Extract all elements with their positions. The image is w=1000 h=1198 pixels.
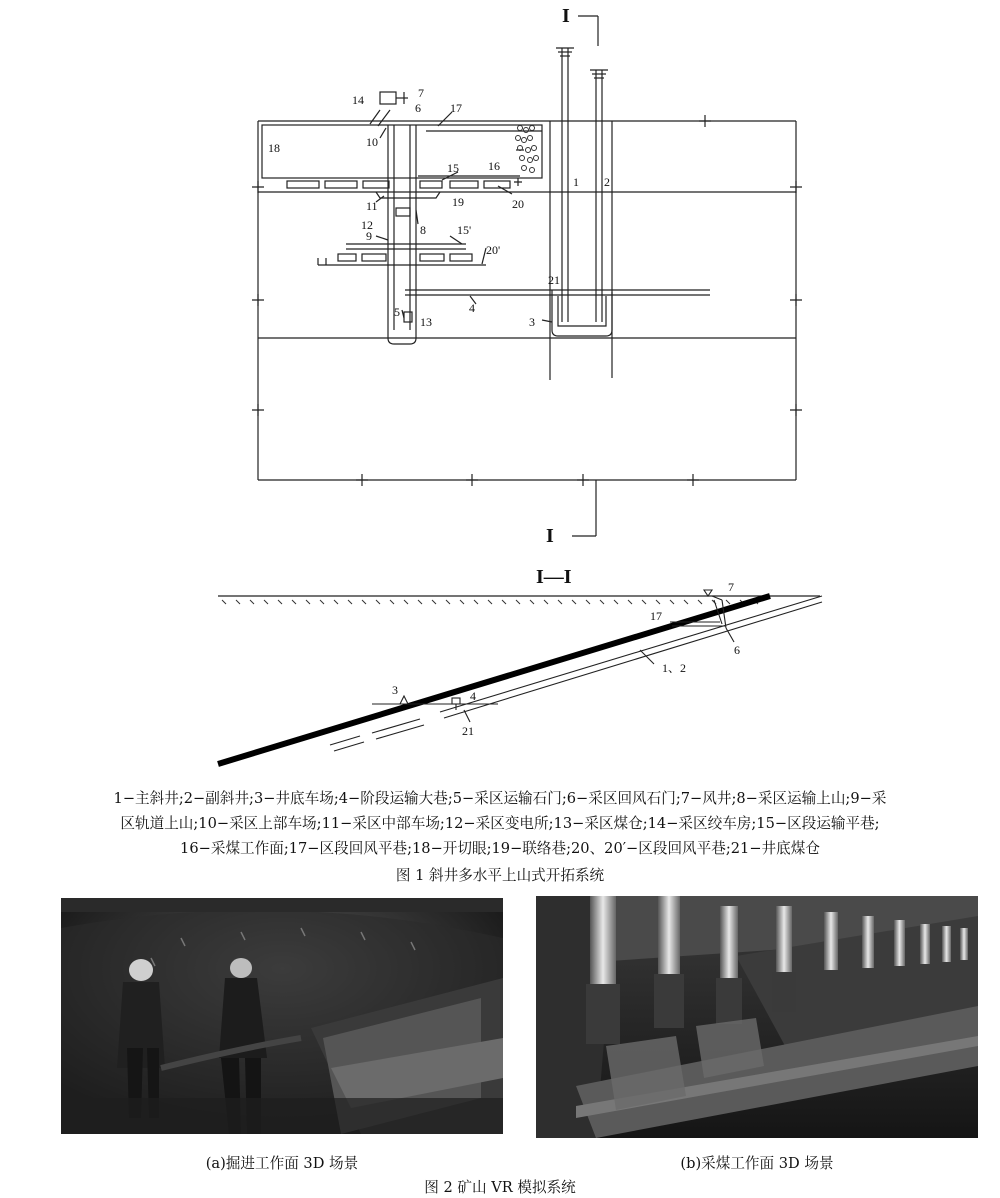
label-15: 15 xyxy=(447,161,459,175)
label-14: 14 xyxy=(352,93,364,107)
legend-line-1: 1−主斜井;2−副斜井;3−井底车场;4−阶段运输大巷;5−采区运输石门;6−采区回风石门;7−风井;8−采区运输上山;9−采 xyxy=(113,790,887,807)
label-19: 19 xyxy=(452,195,464,209)
label-7: 7 xyxy=(418,86,424,100)
section-label-12: 1、2 xyxy=(662,661,687,675)
section-mark-bottom: I xyxy=(546,525,554,547)
label-16: 16 xyxy=(488,159,500,173)
label-13: 13 xyxy=(420,315,432,329)
figure2-subcaption-a: (a)掘进工作面 3D 场景 xyxy=(205,1155,359,1172)
label-1: 1 xyxy=(573,175,579,189)
label-6: 6 xyxy=(415,101,421,115)
coal-face-scene-image xyxy=(536,896,978,1138)
plan-view-diagram xyxy=(0,0,1000,560)
section-label-4: 4 xyxy=(470,689,476,703)
section-label-6: 6 xyxy=(734,643,740,657)
section-label-17: 17 xyxy=(650,609,662,623)
label-20: 20 xyxy=(512,197,524,211)
vr-panel-coal-face xyxy=(536,896,978,1138)
figure1-caption: 图 1 斜井多水平上山式开拓系统 xyxy=(395,867,605,884)
label-12: 12 xyxy=(361,218,373,232)
figure2-caption: 图 2 矿山 VR 模拟系统 xyxy=(424,1179,576,1196)
section-title: I—I xyxy=(536,566,572,588)
section-label-7: 7 xyxy=(728,580,734,594)
vr-panel-tunneling xyxy=(61,898,503,1134)
legend-line-2: 区轨道上山;10−采区上部车场;11−采区中部车场;12−采区变电所;13−采区煤仓;14−采区绞车房;15−区段运输平巷; xyxy=(120,815,880,832)
label-3: 3 xyxy=(529,315,535,329)
label-5: 5 xyxy=(394,305,400,319)
label-21: 21 xyxy=(548,273,560,287)
label-20p: 20' xyxy=(486,243,501,257)
label-4: 4 xyxy=(469,301,475,315)
section-view-diagram xyxy=(0,560,1000,780)
label-17: 17 xyxy=(450,101,462,115)
label-2: 2 xyxy=(604,175,610,189)
section-label-21: 21 xyxy=(462,724,474,738)
figure2-subcaption-b: (b)采煤工作面 3D 场景 xyxy=(680,1155,834,1172)
section-label-3: 3 xyxy=(392,683,398,697)
legend-line-3: 16−采煤工作面;17−区段回风平巷;18−开切眼;19−联络巷;20、20′−区段回风平巷;21−井底煤仓 xyxy=(180,840,820,857)
label-8: 8 xyxy=(420,223,426,237)
tunneling-scene-image xyxy=(61,898,503,1134)
label-15p: 15' xyxy=(457,223,472,237)
label-9: 9 xyxy=(366,229,372,243)
label-11: 11 xyxy=(366,199,378,213)
section-mark-top: I xyxy=(562,5,570,27)
label-10: 10 xyxy=(366,135,378,149)
figure1-legend xyxy=(40,786,960,861)
label-18: 18 xyxy=(268,141,280,155)
